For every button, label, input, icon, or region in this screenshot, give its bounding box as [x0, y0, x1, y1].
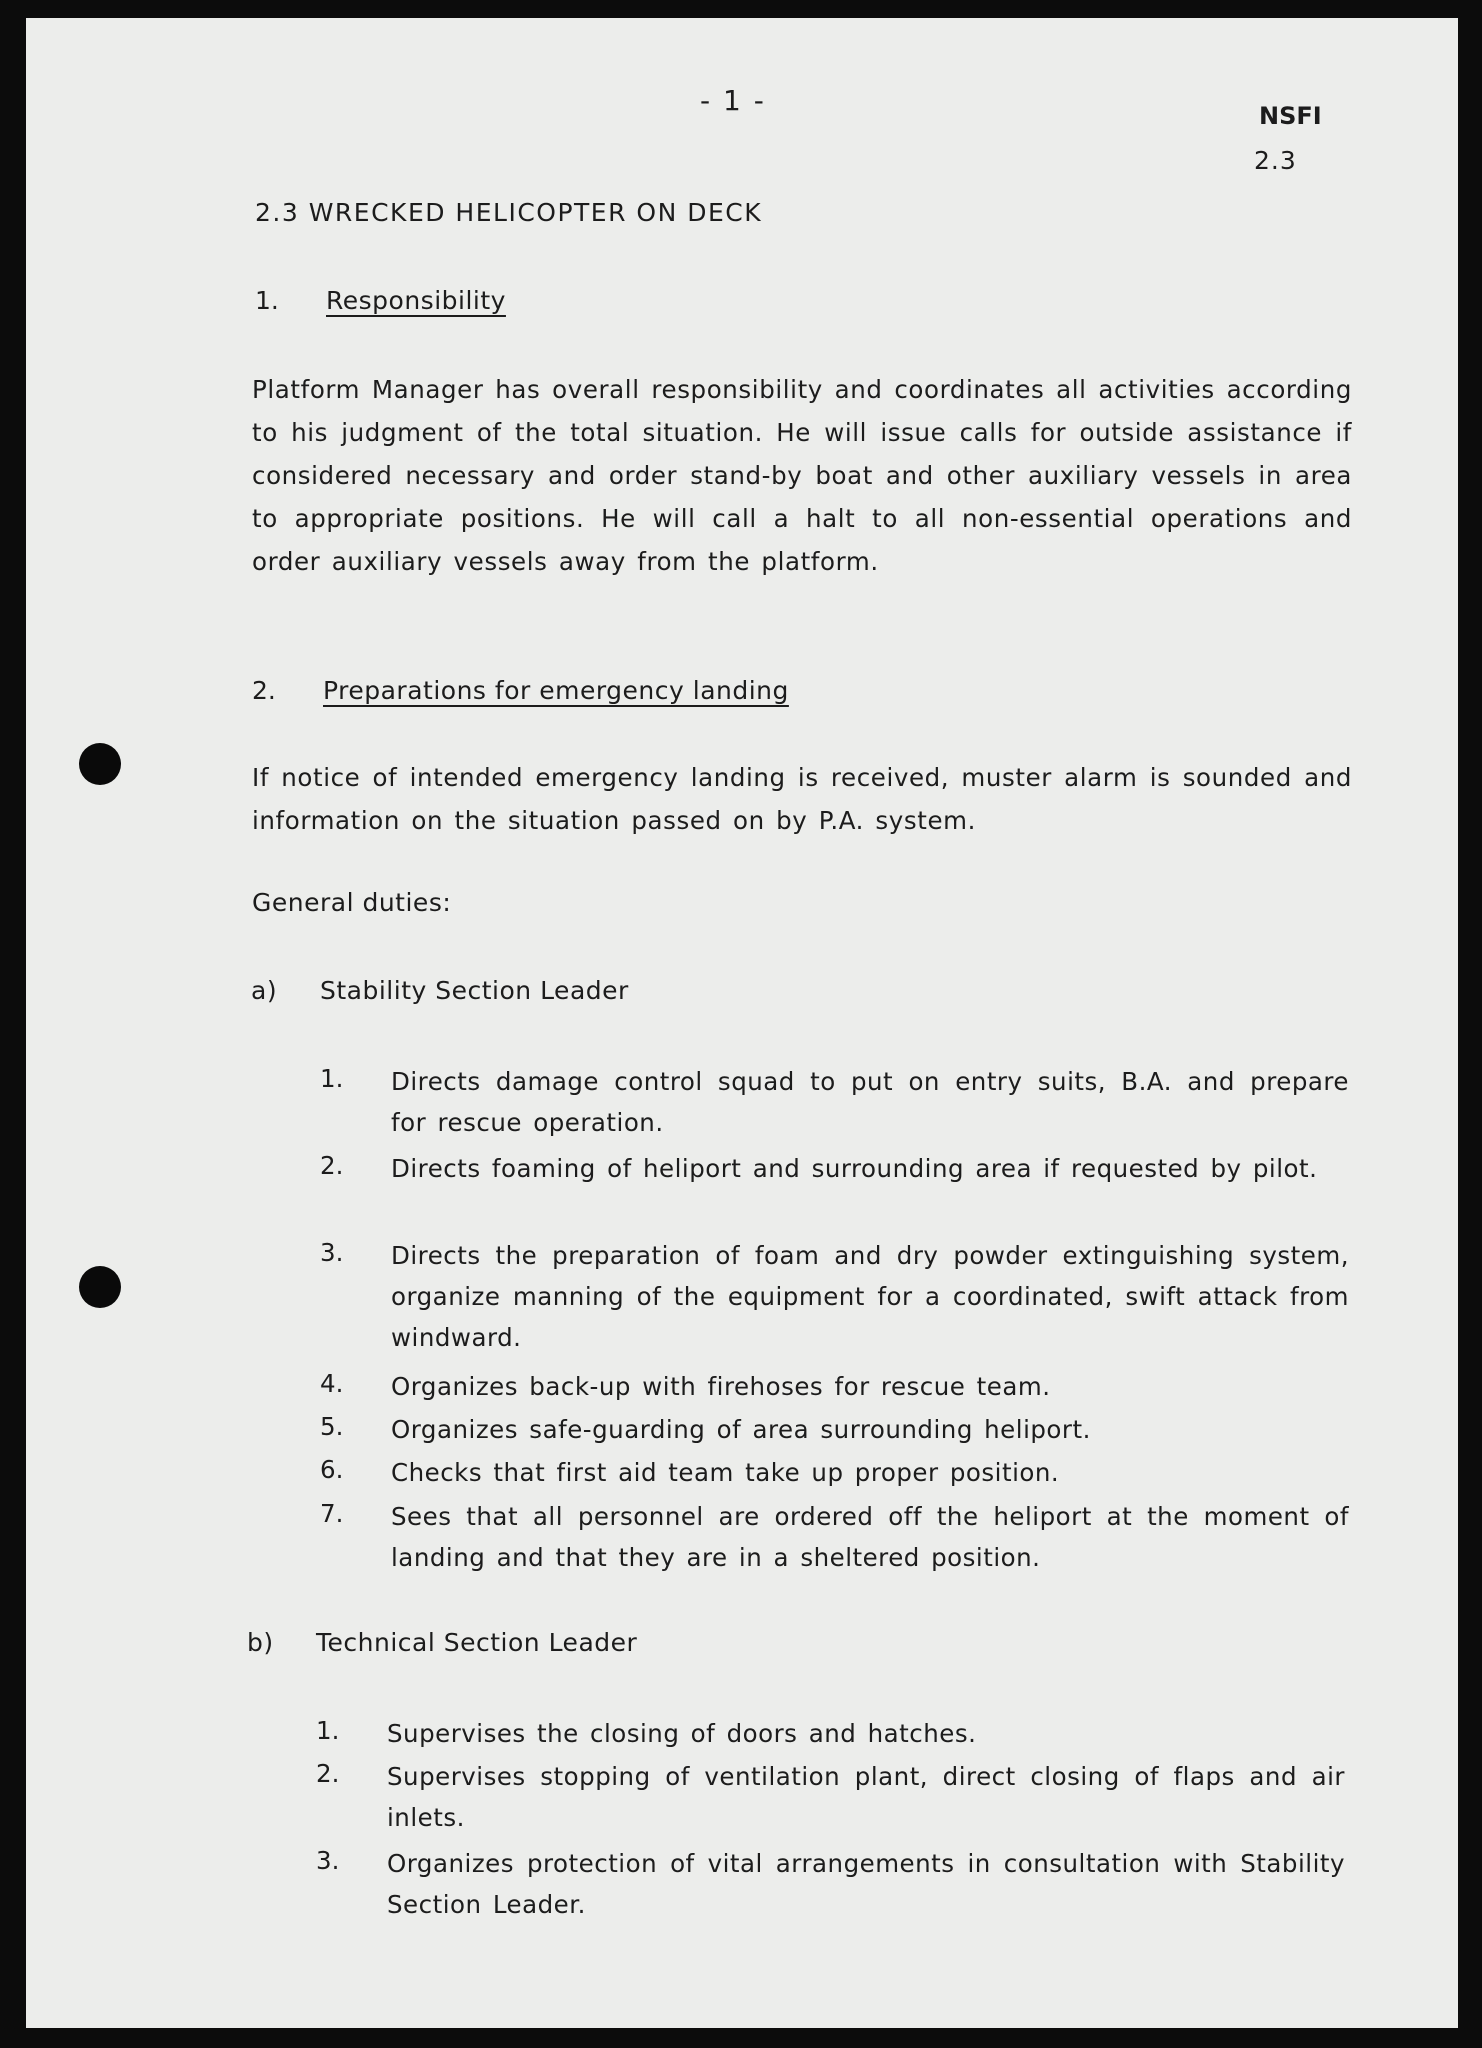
page-number: - 1 -	[700, 84, 766, 117]
document-title: 2.3 WRECKED HELICOPTER ON DECK	[255, 198, 763, 227]
duty-a-label: a)	[251, 976, 278, 1005]
document-page	[26, 18, 1458, 2028]
duty-b-item-text: Organizes protection of vital arrangements in consultation with Stability Section Leader.	[387, 1849, 1345, 1919]
duty-a-item-number: 7.	[320, 1499, 344, 1528]
duty-b-label: b)	[247, 1628, 274, 1657]
duty-a-item-text: Sees that all personnel are ordered off the heliport at the moment of landing and that they are in a sheltered position.	[391, 1502, 1349, 1572]
duty-b-item-number: 3.	[316, 1846, 340, 1875]
duty-a-item-text: Directs damage control squad to put on entry suits, B.A. and prepare for rescue operation.	[391, 1067, 1349, 1137]
section-1-number: 1.	[255, 286, 279, 315]
duty-a-item-text: Directs the preparation of foam and dry powder extinguishing system, organize manning of the equipment for a coordinated, swift attack from windward.	[391, 1241, 1349, 1352]
document-section-number: 2.3	[1254, 146, 1297, 175]
section-2-number: 2.	[252, 676, 276, 705]
section-2-heading: Preparations for emergency landing	[323, 676, 789, 705]
document-code: NSFI	[1259, 102, 1322, 130]
duty-b-item-number: 1.	[316, 1716, 340, 1745]
duty-a-item-text: Directs foaming of heliport and surrounding area if requested by pilot.	[391, 1154, 1318, 1183]
duty-a-item-text: Organizes back-up with firehoses for rescue team.	[391, 1372, 1051, 1401]
duty-a-item-number: 3.	[320, 1238, 344, 1267]
duty-a-item-number: 5.	[320, 1412, 344, 1441]
duty-b-item-text: Supervises the closing of doors and hatches.	[387, 1719, 977, 1748]
duty-a-item-text: Checks that first aid team take up proper position.	[391, 1458, 1060, 1487]
duty-b-title: Technical Section Leader	[316, 1628, 638, 1657]
section-2-body: If notice of intended emergency landing is received, muster alarm is sounded and information on the situation passed on by P.A. system.	[252, 763, 1352, 835]
section-1-body: Platform Manager has overall responsibility and coordinates all activities according to his judgment of the total situation. He will issue calls for outside assistance if considered necessary and order stand-by boat and other auxiliary vessels in area to appropriate positions. He will call a halt to all non-essential operations and order auxiliary vessels away from the platform.	[252, 375, 1352, 576]
general-duties-label: General duties:	[252, 888, 452, 917]
section-1-heading: Responsibility	[326, 286, 506, 315]
duty-b-item-text: Supervises stopping of ventilation plant, direct closing of flaps and air inlets.	[387, 1762, 1345, 1832]
duty-a-item-number: 6.	[320, 1455, 344, 1484]
duty-a-title: Stability Section Leader	[320, 976, 629, 1005]
duty-b-item-number: 2.	[316, 1759, 340, 1788]
margin-bullet-mark	[79, 1266, 121, 1308]
duty-a-item-text: Organizes safe-guarding of area surrounding heliport.	[391, 1415, 1091, 1444]
duty-a-item-number: 1.	[320, 1064, 344, 1093]
duty-a-item-number: 2.	[320, 1151, 344, 1180]
margin-bullet-mark	[79, 743, 121, 785]
duty-a-item-number: 4.	[320, 1369, 344, 1398]
